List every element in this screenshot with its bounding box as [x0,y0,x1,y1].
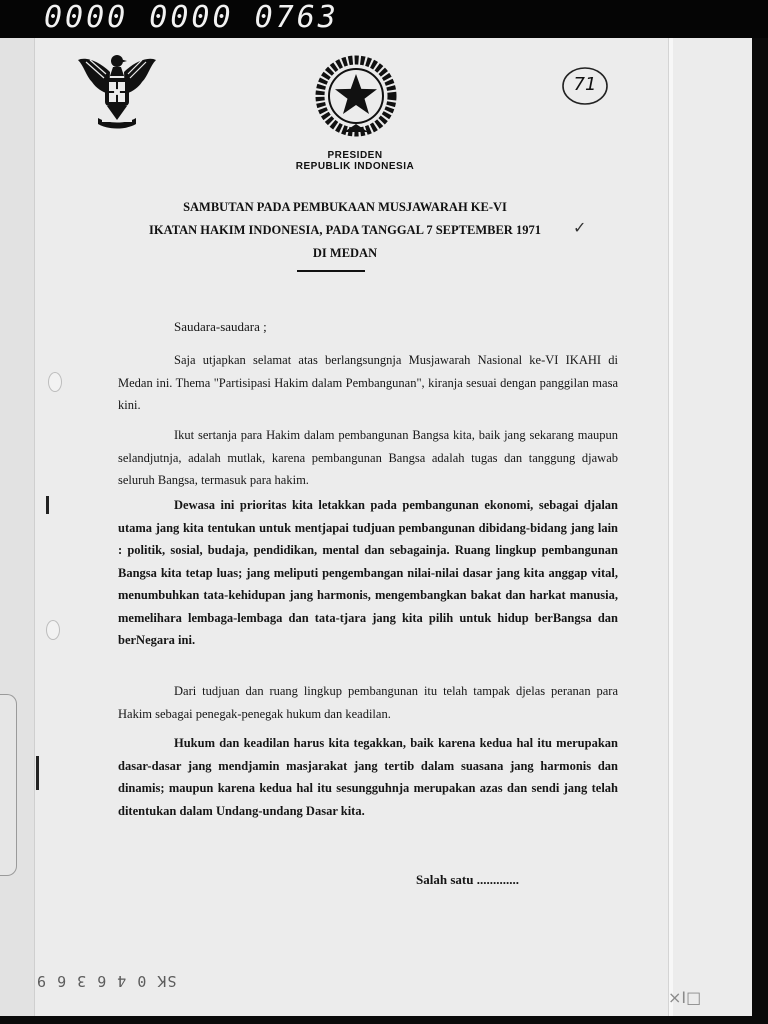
body-paragraph: Ikut sertanja para Hakim dalam pembangunan Bangsa kita, baik jang sekarang maupun selandjutnja, adalah mutlak, karena pembangunan Bangsa adalah tugas dan tanggung djawab seluruh Bangsa, termasuk para hakim. [118,428,618,487]
garuda-emblem-icon [76,48,158,132]
title-divider [297,270,365,272]
salutation: Saudara-saudara ; [174,319,267,334]
title-line: SAMBUTAN PADA PEMBUKAAN MUSJAWARAH KE-VI [183,200,507,214]
title-line: DI MEDAN [312,246,378,260]
presidential-seal-icon [314,54,398,138]
office-line: REPUBLIK INDONESIA [295,161,415,172]
check-mark: ✓ [573,218,587,237]
margin-mark [46,496,49,514]
punch-hole [46,620,60,640]
corner-mark: ×I□ [668,988,702,1007]
speech-title [110,196,580,265]
body-paragraph: Saja utjapkan selamat atas berlangsungnja Musjawarah Nasional ke-VI IKAHI di Medan ini. Thema "Partisipasi Hakim dalam Pembangunan", kiranja sesuai dengan panggilan masa kini. [118,353,618,412]
binder-tab [0,694,17,876]
page-right-edge [668,38,673,1016]
page-number-annotation [560,64,610,108]
issuing-office [260,150,450,172]
closing-line: Salah satu ............. [416,872,519,887]
margin-mark [36,756,39,790]
body-paragraph: Hukum dan keadilan harus kita tegakkan, baik karena kedua hal itu merupakan dasar-dasar jang mendjamin masjarakat jang tertib dalam suasana jang harmonis dan dinamis; maupun karena kedua hal itu sesungguhnja merupakan azas dan sendi jang telah ditentukan dalam Undang-undang Dasar kita. [118,736,618,818]
body-paragraph: Dewasa ini prioritas kita letakkan pada pembangunan ekonomi, sebagai djalan utama jang kita tentukan untuk mentjapai tudjuan pembangunan dibidang-bidang jang lain : politik, sosial, budaja, pendidikan, mental dan sebagainja. Ruang lingkup pembangunan Bangsa kita tetap luas; jang meliputi pengembangan nilai-nilai dasar jang kita anggap vital, menumbuhkan tata-kehidupan jang harmonis, mengembangkan bakat dan harkat manusia, memelihara lembaga-lembaga dan tata-tjara jang kita pilih untuk hidup berBangsa dan berNegara ini. [118,498,618,647]
page-number: 71 [573,74,597,95]
archive-code: SK 0 4 6 3 6 9 [36,972,177,990]
title-line: IKATAN HAKIM INDONESIA, PADA TANGGAL 7 SEPTEMBER 1971 [149,223,541,237]
frame-number: 0000 0000 0763 [44,0,339,35]
punch-hole [48,372,62,392]
body-paragraph: Dari tudjuan dan ruang lingkup pembangunan itu telah tampak djelas peranan para Hakim sebagai penegak-penegak hukum dan keadilan. [118,684,618,721]
office-line: PRESIDEN [327,150,383,161]
film-frame-header [0,0,768,38]
